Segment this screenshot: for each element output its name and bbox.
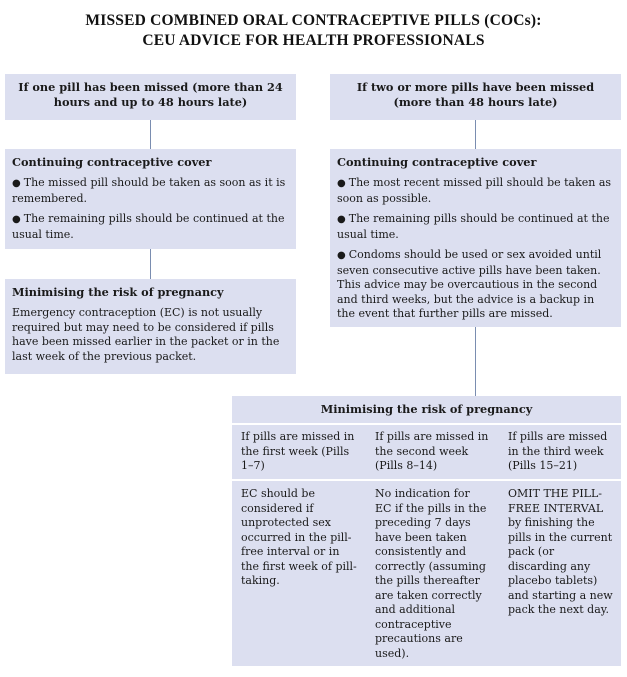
risk-table-divider-mid bbox=[232, 479, 621, 481]
connector-right-1 bbox=[475, 120, 476, 149]
risk-col-heading: If pills are missed in the first week (Pills 1–7) bbox=[241, 430, 355, 472]
risk-col-advice: EC should be considered if unprotected sex occurred in the pill-free interval or in the first week of pill-taking. bbox=[241, 487, 357, 587]
risk-col-advice: No indication for EC if the pills in the preceding 7 days have been taken consistently and correctly (assuming the pills thereafter are taken correctly and additional contraceptive precautions are used). bbox=[375, 487, 487, 660]
right-cover-title: Continuing contraceptive cover bbox=[337, 155, 537, 169]
page-title bbox=[0, 11, 627, 51]
left-risk-title: Minimising the risk of pregnancy bbox=[12, 285, 224, 299]
risk-col-heading: If pills are missed in the second week (Pills 8–14) bbox=[375, 430, 489, 472]
risk-col-heading: If pills are missed in the third week (Pills 15–21) bbox=[508, 430, 608, 472]
connector-left-2 bbox=[150, 249, 151, 279]
risk-col-advice: OMIT THE PILL-FREE INTERVAL by finishing the pills in the current pack (or discarding any placebo tablets) and starting a new pack the next day. bbox=[508, 487, 613, 616]
left-cover-box bbox=[5, 149, 296, 249]
right-cover-box bbox=[330, 149, 621, 327]
left-risk-text: Emergency contraception (EC) is not usually required but may need to be considered if pills have been missed earlier in the packet or in the last week of the previous packet. bbox=[12, 306, 280, 363]
left-cover-item: ● The missed pill should be taken as soon as it is remembered. bbox=[12, 176, 288, 206]
risk-table bbox=[232, 396, 621, 666]
connector-left-1 bbox=[150, 120, 151, 149]
risk-table-divider-top bbox=[232, 423, 621, 425]
left-risk-box bbox=[5, 279, 296, 374]
two-pills-missed-header: If two or more pills have been missed (more than 48 hours late) bbox=[330, 74, 621, 120]
risk-table-title: Minimising the risk of pregnancy bbox=[320, 402, 533, 416]
right-cover-item: ● The remaining pills should be continued at the usual time. bbox=[337, 212, 613, 242]
connector-right-2 bbox=[475, 327, 476, 396]
left-cover-item: ● The remaining pills should be continued at the usual time. bbox=[12, 212, 288, 242]
right-cover-item: ● Condoms should be used or sex avoided until seven consecutive active pills have been taken. This advice may be overcautious in the second and third weeks, but the advice is a backup in the event that further pills are missed. bbox=[337, 248, 613, 322]
one-pill-missed-header: If one pill has been missed (more than 24 hours and up to 48 hours late) bbox=[5, 74, 296, 120]
right-cover-item: ● The most recent missed pill should be taken as soon as possible. bbox=[337, 176, 613, 206]
title-line-1: MISSED COMBINED ORAL CONTRACEPTIVE PILLS (COCs): bbox=[85, 12, 542, 29]
left-cover-title: Continuing contraceptive cover bbox=[12, 155, 212, 169]
title-line-2: CEU ADVICE FOR HEALTH PROFESSIONALS bbox=[142, 32, 485, 49]
